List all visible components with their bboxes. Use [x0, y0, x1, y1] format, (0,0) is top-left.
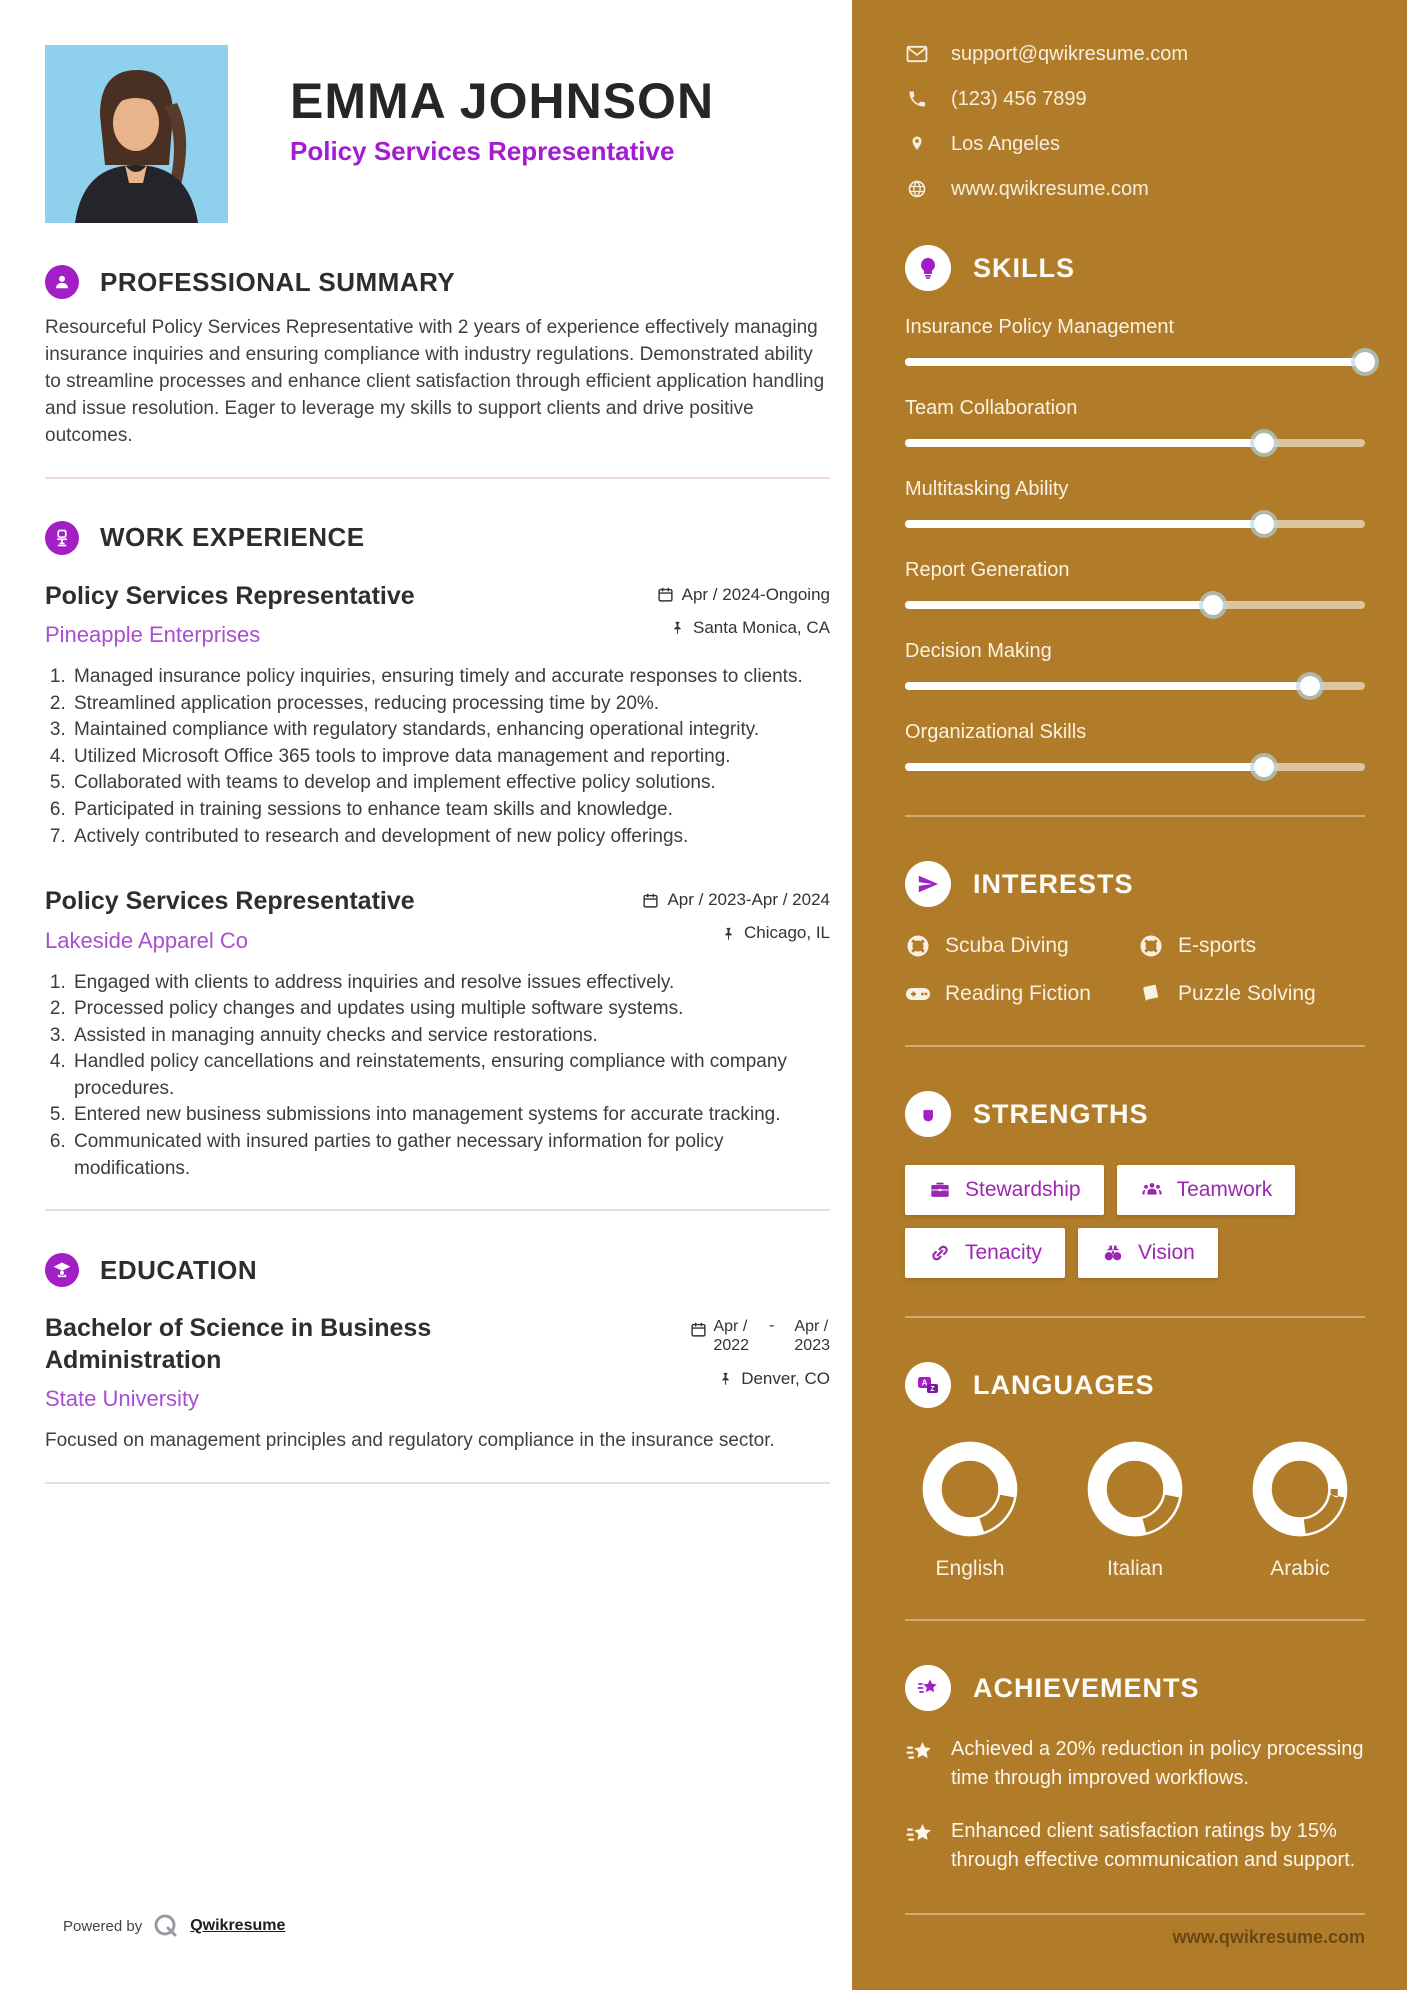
interests-list [905, 933, 1365, 1007]
bullet-item: 1. Managed insurance policy inquiries, ensuring timely and accurate responses to clients. [71, 664, 830, 691]
powered-by-label: Powered by [63, 1917, 143, 1935]
skills-heading: SKILLS [973, 252, 1076, 283]
section-divider [45, 1209, 830, 1211]
achievement-item [905, 1735, 1365, 1793]
section-languages [905, 1318, 1365, 1621]
degree-block [45, 1313, 475, 1412]
star-icon [905, 1819, 935, 1849]
school-name: State University [45, 1385, 200, 1411]
calendar-icon [657, 586, 674, 603]
calendar-icon [642, 892, 659, 909]
pushpin-icon [670, 620, 685, 635]
date-label: Apr / [713, 1318, 748, 1336]
briefcase-icon [928, 1178, 952, 1202]
language-item [1076, 1438, 1194, 1581]
section-professional-summary [45, 265, 830, 479]
job-company: Lakeside Apparel Co [45, 927, 249, 953]
skills-section-header [905, 245, 1365, 291]
language-donut-chart [919, 1438, 1021, 1540]
work-heading: WORK EXPERIENCE [100, 522, 365, 553]
bullet-item: 5. Collaborated with teams to develop and implement effective policy solutions. [71, 770, 830, 797]
section-strengths [905, 1047, 1365, 1318]
slider-thumb[interactable] [1254, 514, 1274, 534]
skill-item [905, 478, 1365, 534]
life-ring-icon [905, 933, 931, 959]
strength-label: Teamwork [1176, 1178, 1273, 1201]
identity-header [45, 45, 830, 223]
life-ring-icon [1138, 933, 1164, 959]
calendar-icon [690, 1321, 707, 1338]
skill-slider[interactable] [905, 595, 1365, 615]
skill-item [905, 397, 1365, 453]
interest-item [1138, 981, 1365, 1007]
section-skills [905, 201, 1365, 817]
languages-section-header [905, 1362, 1365, 1408]
contact-website-row [905, 177, 1365, 201]
job-dates-row [657, 585, 830, 605]
interest-label: Scuba Diving [945, 934, 1069, 957]
job-entry-1 [45, 581, 830, 850]
skill-label: Organizational Skills [905, 721, 1087, 743]
strengths-section-header [905, 1091, 1365, 1137]
section-divider [45, 477, 830, 479]
powered-by-footer [45, 1912, 830, 1940]
skill-slider[interactable] [905, 433, 1365, 453]
education-entry [45, 1313, 830, 1454]
job-2-title-block [45, 886, 415, 953]
contact-section [905, 42, 1365, 201]
candidate-title: Policy Services Representative [290, 135, 675, 166]
person-icon [45, 265, 79, 299]
skill-label: Multitasking Ability [905, 478, 1069, 500]
job-location: Santa Monica, CA [692, 617, 830, 637]
job-location-row [721, 923, 830, 943]
skill-slider[interactable] [905, 514, 1365, 534]
skill-label: Decision Making [905, 640, 1052, 662]
education-end-date [794, 1317, 830, 1355]
interest-label: Reading Fiction [945, 982, 1091, 1005]
language-label: Italian [1106, 1557, 1164, 1580]
job-dates: Apr / 2023-Apr / 2024 [667, 890, 830, 910]
paper-plane-icon [905, 861, 951, 907]
candidate-name: EMMA JOHNSON [290, 73, 715, 129]
job-title: Policy Services Representative [45, 887, 415, 916]
sidebar-divider [905, 1913, 1365, 1915]
strength-chip [1117, 1165, 1296, 1215]
language-item [1241, 1438, 1359, 1581]
date-year: 2023 [794, 1337, 830, 1355]
bullet-item: 6. Communicated with insured parties to gather necessary information for policy modifications. [71, 1129, 830, 1182]
skill-label: Insurance Policy Management [905, 316, 1175, 338]
job-1-title-block [45, 581, 415, 648]
job-dates-row [642, 890, 830, 910]
slider-thumb[interactable] [1254, 433, 1274, 453]
skill-slider[interactable] [905, 676, 1365, 696]
slider-thumb[interactable] [1203, 595, 1223, 615]
svg-text:A: A [921, 1378, 928, 1388]
summary-section-header [45, 265, 830, 299]
bullet-item: 3. Maintained compliance with regulatory standards, enhancing operational integrity. [71, 717, 830, 744]
slider-thumb[interactable] [1254, 757, 1274, 777]
job-2-meta [642, 886, 830, 943]
skill-item [905, 316, 1365, 372]
job-location-row [670, 618, 830, 638]
strength-chip [905, 1228, 1065, 1278]
sidebar-website-footer: www.qwikresume.com [1172, 1927, 1365, 1947]
interest-label: E-sports [1178, 934, 1257, 957]
strengths-heading: STRENGTHS [973, 1098, 1149, 1129]
job-dates: Apr / 2024-Ongoing [681, 584, 830, 604]
slider-fill [905, 439, 1264, 447]
summary-text: Resourceful Policy Services Representative with 2 years of experience effectively managing insurance inquiries and ensuring compliance with industry regulations. Demonstrated ability to streamline processes and enhance client satisfaction through efficient application handling and issue resolution. Eager to leverage my skills to support clients and drive positive outcomes. [45, 317, 825, 446]
section-interests [905, 817, 1365, 1047]
bullet-item: 1. Engaged with clients to address inquiries and resolve issues effectively. [71, 970, 830, 997]
date-year: 2022 [713, 1337, 750, 1355]
slider-fill [905, 601, 1213, 609]
lightbulb-icon [905, 245, 951, 291]
work-section-header [45, 521, 830, 555]
office-chair-icon [45, 521, 79, 555]
book-icon [1138, 981, 1164, 1007]
bullet-item: 4. Handled policy cancellations and reinstatements, ensuring compliance with company procedures. [71, 1049, 830, 1102]
strength-label: Tenacity [965, 1241, 1043, 1264]
team-icon [1140, 1178, 1164, 1202]
achievement-item [905, 1817, 1365, 1875]
education-start-date [713, 1317, 749, 1355]
interest-item [905, 933, 1138, 959]
star-icon [905, 1737, 935, 1767]
education-section-header [45, 1253, 830, 1287]
strength-chip [1078, 1228, 1218, 1278]
translate-icon [905, 1362, 951, 1408]
phone-icon [905, 87, 929, 111]
languages-list [905, 1438, 1365, 1581]
job-1-meta [657, 581, 830, 638]
job-title: Policy Services Representative [45, 581, 415, 610]
contact-email: support@qwikresume.com [951, 42, 1189, 65]
envelope-icon [905, 42, 929, 66]
profile-photo [45, 45, 228, 223]
skill-slider[interactable] [905, 757, 1365, 777]
qwikresume-link[interactable]: Qwikresume [190, 1917, 286, 1934]
section-education [45, 1253, 830, 1483]
achievements-section-header [905, 1665, 1365, 1711]
shooting-star-icon [905, 1665, 951, 1711]
skill-item [905, 640, 1365, 696]
achievement-text: Enhanced client satisfaction ratings by 15% through effective communication and support. [951, 1820, 1356, 1871]
job-1-bullet-list [45, 664, 830, 850]
education-description: Focused on management principles and regulatory compliance in the insurance sector. [45, 1429, 775, 1451]
slider-fill [905, 520, 1264, 528]
education-heading: EDUCATION [100, 1254, 258, 1285]
languages-heading: LANGUAGES [973, 1369, 1155, 1400]
language-label: English [935, 1557, 1005, 1580]
degree-title: Bachelor of Science in Business Administration [45, 1314, 432, 1374]
section-achievements [905, 1621, 1365, 1915]
strengths-list [905, 1165, 1365, 1278]
globe-icon [905, 177, 929, 201]
slider-fill [905, 763, 1264, 771]
language-donut-chart [1084, 1438, 1186, 1540]
contact-email-row [905, 42, 1365, 66]
skill-item [905, 559, 1365, 615]
strength-label: Stewardship [965, 1178, 1081, 1201]
interests-heading: INTERESTS [973, 868, 1134, 899]
job-location: Chicago, IL [744, 923, 830, 943]
education-header-row [45, 1313, 830, 1412]
language-label: Arabic [1270, 1557, 1330, 1580]
contact-phone-row [905, 87, 1365, 111]
graduation-icon [45, 1253, 79, 1287]
bullet-item: 2. Streamlined application processes, reducing processing time by 20%. [71, 691, 830, 718]
date-separator: - [769, 1317, 775, 1335]
pushpin-icon [718, 1371, 733, 1386]
profile-photo-illustration [45, 45, 228, 223]
education-location-row [718, 1369, 830, 1389]
section-work-experience [45, 521, 830, 1211]
bullet-item: 3. Assisted in managing annuity checks and service restorations. [71, 1023, 830, 1050]
interests-section-header [905, 861, 1365, 907]
language-item [911, 1438, 1029, 1581]
bullet-item: 6. Participated in training sessions to enhance team skills and knowledge. [71, 797, 830, 824]
language-donut-chart [1249, 1438, 1351, 1540]
date-label: Apr / [794, 1318, 829, 1336]
strength-chip [905, 1165, 1104, 1215]
strength-label: Vision [1138, 1241, 1195, 1264]
fist-icon [905, 1091, 951, 1137]
job-entry-2 [45, 886, 830, 1182]
job-2-bullet-list [45, 970, 830, 1183]
map-pin-icon [905, 132, 929, 156]
skill-label: Team Collaboration [905, 397, 1078, 419]
contact-phone: (123) 456 7899 [951, 87, 1087, 110]
contact-website: www.qwikresume.com [951, 177, 1149, 200]
interest-item [905, 981, 1138, 1007]
achievements-heading: ACHIEVEMENTS [973, 1672, 1200, 1703]
bullet-item: 4. Utilized Microsoft Office 365 tools to improve data management and reporting. [71, 744, 830, 771]
section-divider [45, 1482, 830, 1484]
education-meta [690, 1313, 830, 1388]
slider-fill [905, 682, 1310, 690]
gamepad-icon [905, 981, 931, 1007]
education-location: Denver, CO [741, 1368, 830, 1388]
name-block [290, 45, 714, 167]
slider-thumb[interactable] [1300, 676, 1320, 696]
interest-label: Puzzle Solving [1178, 982, 1316, 1005]
bullet-item: 7. Actively contributed to research and development of new policy offerings. [71, 824, 830, 851]
contact-location: Los Angeles [951, 132, 1060, 155]
bullet-item: 5. Entered new business submissions into management systems for accurate tracking. [71, 1102, 830, 1129]
skill-item [905, 721, 1365, 777]
job-company: Pineapple Enterprises [45, 622, 261, 648]
svg-text:Z: Z [930, 1385, 935, 1393]
chain-link-icon [928, 1241, 952, 1265]
education-dates-row [690, 1317, 830, 1355]
interest-item [1138, 933, 1365, 959]
slider-thumb[interactable] [1355, 352, 1375, 372]
summary-heading: PROFESSIONAL SUMMARY [100, 266, 456, 297]
skill-label: Report Generation [905, 559, 1070, 581]
achievement-text: Achieved a 20% reduction in policy processing time through improved workflows. [951, 1738, 1364, 1789]
bullet-item: 2. Processed policy changes and updates using multiple software systems. [71, 996, 830, 1023]
right-sidebar [852, 0, 1407, 1990]
job-2-header [45, 886, 830, 953]
binoculars-icon [1101, 1241, 1125, 1265]
pushpin-icon [721, 926, 736, 941]
contact-location-row [905, 132, 1365, 156]
job-1-header [45, 581, 830, 648]
skill-slider[interactable] [905, 352, 1365, 372]
qwikresume-logo-icon [152, 1912, 180, 1940]
slider-fill [905, 358, 1365, 366]
